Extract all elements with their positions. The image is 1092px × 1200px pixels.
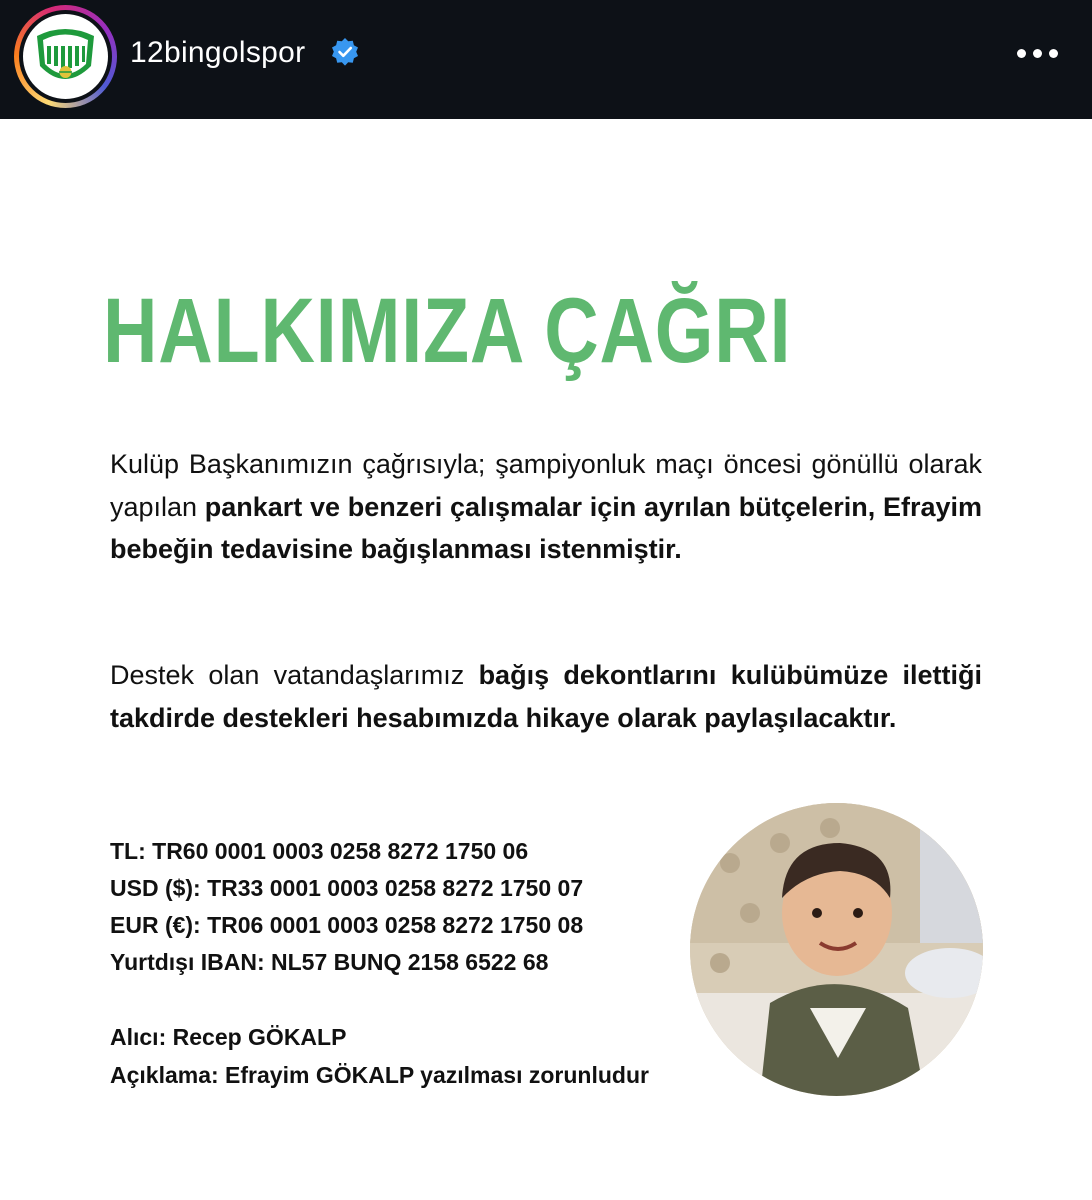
paragraph-appeal: Kulüp Başkanımızın çağrısıyla; şampiyonluk maçı öncesi gönüllü olarak yapılan pankart ve benzeri çalışmalar için ayrılan bütçelerin, Efrayim bebeğin tedavisine bağışlanması istenmiştir. — [110, 449, 982, 564]
iban-usd: USD ($): TR33 0001 0003 0258 8272 1750 07 — [110, 875, 584, 901]
story-ring[interactable] — [14, 5, 117, 108]
more-options-icon[interactable] — [1013, 38, 1063, 68]
iban-abroad: Yurtdışı IBAN: NL57 BUNQ 2158 6522 68 — [110, 949, 549, 975]
baby-photo — [690, 803, 983, 1096]
verified-badge-icon — [330, 37, 360, 67]
post-title: HALKIMIZA ÇAĞRI — [103, 280, 792, 382]
username-link[interactable]: 12bingolspor — [130, 36, 306, 69]
iban-tl: TL: TR60 0001 0003 0258 8272 1750 06 — [110, 838, 529, 864]
iban-eur: EUR (€): TR06 0001 0003 0258 8272 1750 08 — [110, 912, 584, 938]
post-header — [0, 0, 1092, 119]
club-crest-icon — [23, 14, 108, 99]
recipient: Alıcı: Recep GÖKALP — [110, 1024, 347, 1050]
description-note: Açıklama: Efrayim GÖKALP yazılması zorunludur — [110, 1062, 649, 1088]
paragraph-support: Destek olan vatandaşlarımız bağış dekontlarını kulübümüze ilettiği takdirde destekleri hesabımızda hikaye olarak paylaşılacaktır. — [110, 660, 982, 733]
